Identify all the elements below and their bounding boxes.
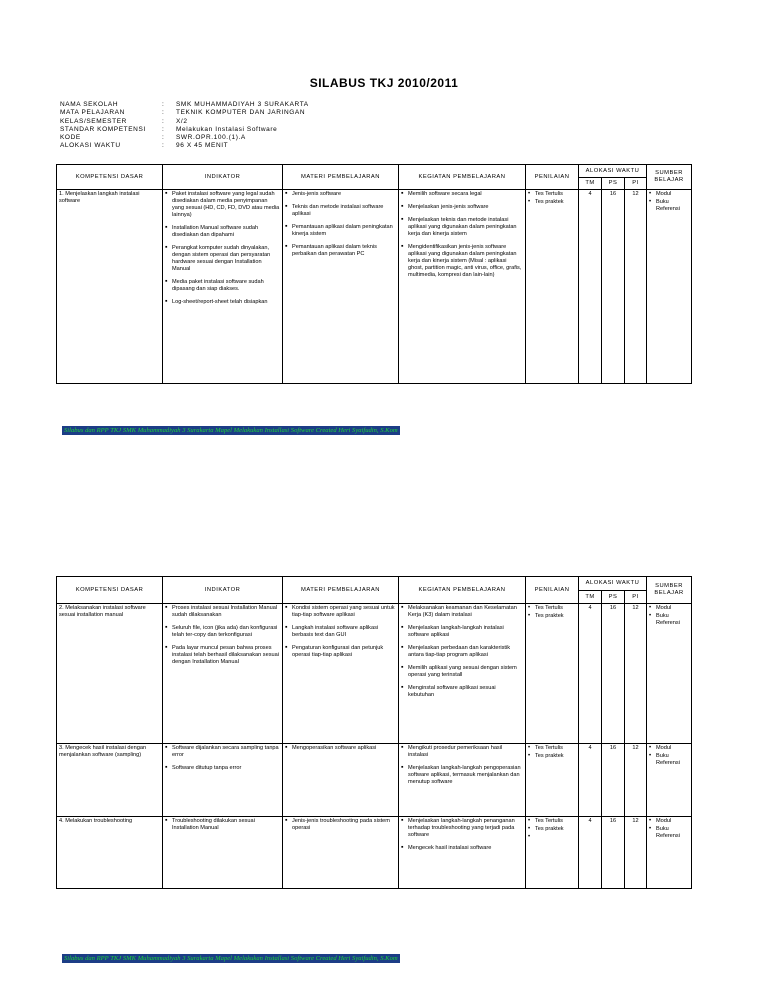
list-item: ▪ Menjelaskan teknis dan metode instalasi aplikasi yang digunakan dalam peningkatan kerja dan kinerja sistem (401, 217, 523, 238)
list-item: ▪ Software dijalankan secara sampling tanpa error (165, 745, 280, 759)
syllabus-table-2 (56, 576, 692, 889)
penilaian-cell (526, 817, 579, 889)
header-ps: PS (602, 178, 625, 190)
kompetensi-cell: 3. Mengecek hasil instalasi dengan menjalankan software (sampling) (57, 744, 163, 817)
header-alokasi: ALOKASI WAKTU (579, 577, 647, 591)
header-penilaian: PENILAIAN (526, 165, 579, 190)
header-sumber: SUMBER BELAJAR (647, 577, 692, 604)
meta-colon: : (162, 109, 165, 117)
syllabus-table-1 (56, 164, 692, 384)
list-item: ▪ Mengoperasikan software aplikasi (285, 745, 396, 752)
meta-row (60, 126, 309, 134)
header-kompetensi: KOMPETENSI DASAR (57, 577, 163, 604)
meta-value: SWR.OPR.100.(1).A (176, 134, 246, 142)
table-row (57, 604, 692, 744)
kegiatan-cell (399, 604, 526, 744)
meta-value: TEKNIK KOMPUTER DAN JARINGAN (176, 109, 306, 117)
indikator-cell (163, 744, 283, 817)
list-item: • Modul (649, 605, 689, 612)
list-item: ▪ Proses instalasi sesuai Installation Manual sudah dilaksanakan (165, 605, 280, 619)
list-item: ▪ Melaksanakan keamanan dan Keselamatan Kerja (K3) dalam instalasi (401, 605, 523, 619)
list-item: • Tes praktek (528, 613, 576, 620)
list-item: ▪ Log-sheet/report-sheet telah disiapkan (165, 299, 280, 306)
pi-cell: 12 (625, 817, 647, 889)
pi-cell: 12 (625, 190, 647, 384)
list-item: ▪ Perangkat komputer sudah dinyalakan, dengan sistem operasi dan persyaratan hardware sesuai dengan Installation Manual (165, 245, 280, 273)
sumber-cell (647, 190, 692, 384)
kompetensi-cell: 2. Melaksanakan instalasi software sesuai installation manual (57, 604, 163, 744)
kegiatan-cell (399, 744, 526, 817)
header-kegiatan: KEGIATAN PEMBELAJARAN (399, 577, 526, 604)
list-item: ▪ Menginstal software aplikasi sesuai kebutuhan (401, 685, 523, 699)
list-item: • Buku Referensi (649, 826, 689, 840)
list-item: • Tes praktek (528, 826, 576, 833)
list-item: • Modul (649, 745, 689, 752)
meta-label: MATA PELAJARAN (60, 109, 125, 117)
list-item: ▪ Pengaturan konfigurasi dan petunjuk operasi tiap-tiap aplikasi (285, 645, 396, 659)
list-item: ▪ Software ditutup tanpa error (165, 765, 280, 772)
tm-cell: 4 (579, 744, 602, 817)
header-kegiatan: KEGIATAN PEMBELAJARAN (399, 165, 526, 190)
list-item: ▪ Mengecek hasil instalasi software (401, 845, 523, 852)
header-tm: TM (579, 178, 602, 190)
meta-colon: : (162, 142, 165, 150)
list-item: ▪ Troubleshooting dilakukan sesuai Installation Manual (165, 818, 280, 832)
header-indikator: INDIKATOR (163, 577, 283, 604)
list-item: ▪ Pemantauan aplikasi dalam peningkatan kinerja sistem (285, 224, 396, 238)
materi-cell (283, 817, 399, 889)
meta-label: ALOKASI WAKTU (60, 142, 121, 150)
footer-credit: Silabus dan RPP TKJ SMK Muhammadiyah 3 Surakarta Mapel Melakukan Installasi Software Created Heri Syaifudin, S.Kom (64, 955, 398, 962)
list-item: • Buku Referensi (649, 753, 689, 767)
list-item: ▪ Media paket instalasi software sudah dipasang dan siap diakses. (165, 279, 280, 293)
header-pi: PI (625, 591, 647, 604)
table-row (57, 190, 692, 384)
header-penilaian: PENILAIAN (526, 577, 579, 604)
penilaian-cell (526, 604, 579, 744)
list-item: • Tes Tertulis (528, 818, 576, 825)
meta-label: KELAS/SEMESTER (60, 117, 127, 125)
ps-cell: 16 (602, 190, 625, 384)
ps-cell: 16 (602, 817, 625, 889)
sumber-cell (647, 604, 692, 744)
meta-row (60, 101, 309, 109)
list-item: ▪ Teknis dan metode instalasi software aplikasi (285, 204, 396, 218)
pi-cell: 12 (625, 744, 647, 817)
kompetensi-cell: 4. Melakukan troubleshooting (57, 817, 163, 889)
list-item: ▪ Menjelaskan langkah-langkah pengoperasian software aplikasi, termasuk menjalankan dan menutup software (401, 765, 523, 786)
kegiatan-cell (399, 190, 526, 384)
penilaian-cell (526, 744, 579, 817)
tm-cell: 4 (579, 604, 602, 744)
list-item: ▪ Paket instalasi software yang legal sudah disediakan dalam media penyimpanan yang sesuai (HD, CD, FD, DVD atau media lainnya) (165, 191, 280, 219)
meta-value: X/2 (176, 117, 188, 125)
penilaian-cell (526, 190, 579, 384)
meta-colon: : (162, 101, 165, 108)
list-item: ▪ Memilih software secara legal (401, 191, 523, 198)
ps-cell: 16 (602, 744, 625, 817)
footer-credit: Silabus dan RPP TKJ SMK Muhammadiyah 3 Surakarta Mapel Melakukan Installasi Software Created Heri Syaifudin, S.Kom (64, 427, 398, 434)
kegiatan-cell (399, 817, 526, 889)
materi-cell (283, 190, 399, 384)
meta-value: SMK MUHAMMADIYAH 3 SURAKARTA (176, 101, 309, 108)
meta-colon: : (162, 125, 165, 133)
indikator-cell (163, 817, 283, 889)
list-item: • Tes praktek (528, 753, 576, 760)
table-row (57, 744, 692, 817)
header-ps: PS (602, 591, 625, 604)
header-alokasi: ALOKASI WAKTU (579, 165, 647, 178)
list-item: ▪ Langkah instalasi software aplikasi berbasis text dan GUI (285, 625, 396, 639)
header-tm: TM (579, 591, 602, 604)
header-sumber: SUMBER BELAJAR (647, 165, 692, 190)
meta-label: NAMA SEKOLAH (60, 101, 119, 108)
list-item: ▪ Seluruh file, icon (jika ada) dan konfigurasi telah ter-copy dan terkonfigurasi (165, 625, 280, 639)
meta-label: KODE (60, 134, 81, 142)
header-materi: MATERI PEMBELAJARAN (283, 577, 399, 604)
meta-table (60, 101, 309, 151)
header-indikator: INDIKATOR (163, 165, 283, 190)
materi-cell (283, 604, 399, 744)
meta-row (60, 118, 309, 126)
list-item: ▪ Jenis-jenis troubleshooting pada sistem operasi (285, 818, 396, 832)
ps-cell: 16 (602, 604, 625, 744)
meta-label: STANDAR KOMPETENSI (60, 125, 146, 133)
list-item: ▪ Menjelaskan perbedaan dan karakteristik antara tiap-tiap program aplikasi (401, 645, 523, 659)
meta-row (60, 109, 309, 117)
list-item: ▪ Installation Manual software sudah disediakan dan dipahami (165, 225, 280, 239)
list-item: ▪ Mengikuti prosedur pemeriksaan hasil instalasi (401, 745, 523, 759)
list-item: ▪ Menjelaskan langkah-langkah instalasi software aplikasi (401, 625, 523, 639)
sumber-cell (647, 817, 692, 889)
tm-cell: 4 (579, 190, 602, 384)
kompetensi-cell: 1. Menjelaskan langkah instalasi software (57, 190, 163, 384)
header-materi: MATERI PEMBELAJARAN (283, 165, 399, 190)
sumber-cell (647, 744, 692, 817)
indikator-cell (163, 604, 283, 744)
meta-value: 96 X 45 MENIT (176, 142, 229, 150)
list-item: • Modul (649, 191, 689, 198)
list-item: • Tes Tertulis (528, 745, 576, 752)
list-item: • Tes Tertulis (528, 191, 576, 198)
meta-value: Melakukan Instalasi Software (176, 125, 278, 133)
table-row (57, 817, 692, 889)
list-item: ▪ Menjelaskan langkah-langkah penanganan terhadap troubleshooting yang terjadi pada software (401, 818, 523, 839)
meta-row (60, 134, 309, 142)
list-item: ▪ Menjelaskan jenis-jenis software (401, 204, 523, 211)
header-pi: PI (625, 178, 647, 190)
list-item: • Tes Tertulis (528, 605, 576, 612)
list-item: • Buku Referensi (649, 613, 689, 627)
indikator-cell (163, 190, 283, 384)
list-item: • Modul (649, 818, 689, 825)
header-kompetensi: KOMPETENSI DASAR (57, 165, 163, 190)
list-item: ▪ Pada layar muncul pesan bahwa proses instalasi telah berhasil dilaksanakan sesuai dengan Installation Manual (165, 645, 280, 666)
list-item: ▪ Mengidentifikasikan jenis-jenis software aplikasi yang digunakan dalam peningkatan kerja dan kinerja sistem (Misal : aplikasi ghost, partition magic, anti virus, office, grafis, multimedia, kompresi dan lain-lain) (401, 244, 523, 279)
page-title: SILABUS TKJ 2010/2011 (309, 76, 459, 90)
materi-cell (283, 744, 399, 817)
list-item: ▪ Jenis-jenis software (285, 191, 396, 198)
meta-colon: : (162, 117, 165, 125)
list-item: ▪ Pemantauan aplikasi dalam teknis perbaikan dan perawatan PC (285, 244, 396, 258)
tm-cell: 4 (579, 817, 602, 889)
meta-colon: : (162, 134, 165, 142)
list-item: • Tes praktek (528, 199, 576, 206)
list-item: ▪ Memilih aplikasi yang sesuai dengan sistem operasi yang terinstall (401, 665, 523, 679)
list-item: ▪ Kondisi sistem operasi yang sesuai untuk tiap-tiap software aplikasi (285, 605, 396, 619)
list-item: • Buku Referensi (649, 199, 689, 213)
pi-cell: 12 (625, 604, 647, 744)
meta-row (60, 142, 309, 150)
